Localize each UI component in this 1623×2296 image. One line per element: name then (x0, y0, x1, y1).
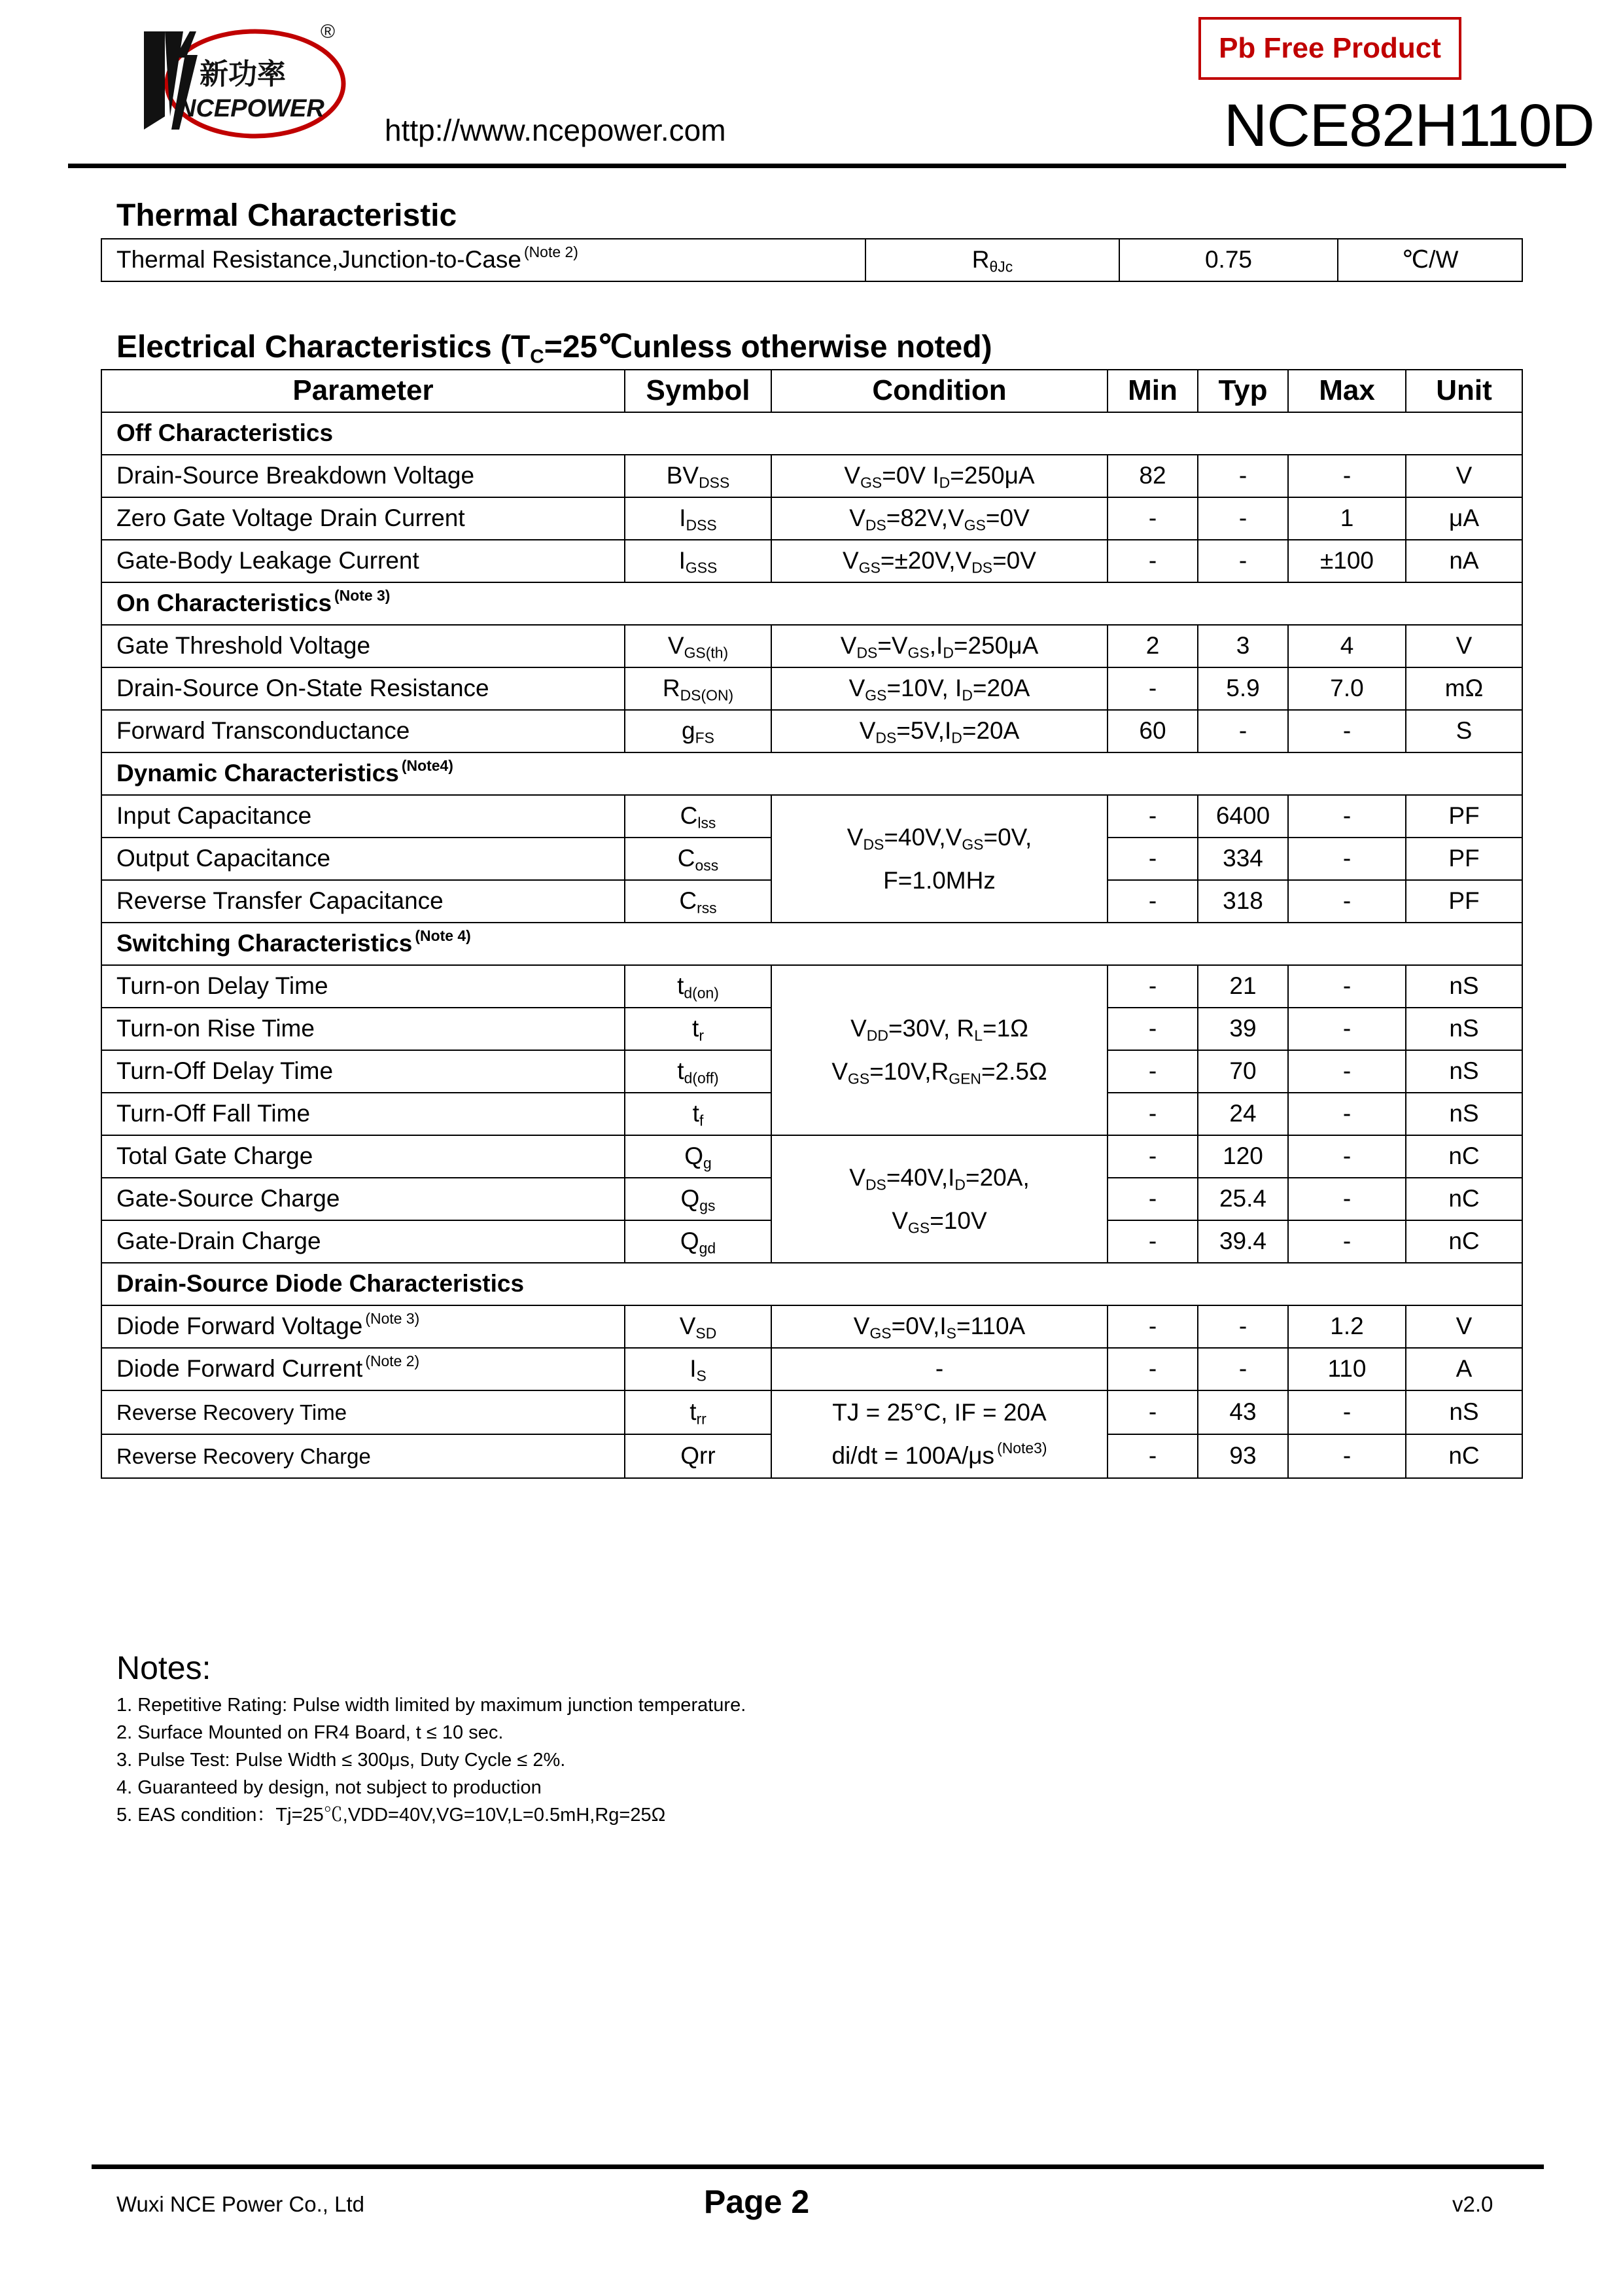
cell-param: Turn-Off Fall Time (101, 1093, 625, 1135)
cell-unit: V (1406, 1305, 1522, 1348)
cell-min: - (1108, 667, 1198, 710)
cell-condition: $V_{DS}=5V,I_D=20A$ (771, 710, 1108, 752)
note-item: 1. Repetitive Rating: Pulse width limited by maximum junction temperature. (116, 1695, 746, 1716)
cell-symbol: $t_f$ (625, 1093, 771, 1135)
cell-symbol: $Q_{gd}$ (625, 1220, 771, 1263)
cell-min: - (1108, 880, 1198, 923)
svg-text:新功率: 新功率 (200, 58, 286, 91)
cell-typ: 5.9 (1198, 667, 1288, 710)
cell-max: 4 (1288, 625, 1406, 667)
col-header: Min (1108, 370, 1198, 412)
cell-condition: $V_{DD}=30V$, $R_L=1\Omega$ $V_{GS}=10V,R_{GEN}=2.5\Omega$ (771, 965, 1108, 1135)
cell-max: - (1288, 795, 1406, 838)
cell-unit: nC (1406, 1135, 1522, 1178)
cell-min: - (1108, 1178, 1198, 1220)
cell-condition: $V_{DS}=40V,V_{GS}=0V$, F=1.0MHz (771, 795, 1108, 923)
cell-unit: mΩ (1406, 667, 1522, 710)
cell-condition: $V_{GS}=10V$, $I_D=20A$ (771, 667, 1108, 710)
cell-condition: TJ = 25°C, IF = 20A di/dt = 100A/μs $^{(Note3)}$ (771, 1390, 1108, 1478)
table-row (101, 1305, 1522, 1348)
cell-param: Gate-Drain Charge (101, 1220, 625, 1263)
thermal-title: Thermal Characteristic (116, 198, 457, 233)
cell-unit: nC (1406, 1178, 1522, 1220)
group-row (101, 923, 1522, 965)
cell-param: Gate Threshold Voltage (101, 625, 625, 667)
cell-max: - (1288, 710, 1406, 752)
cell-symbol: $C_{lss}$ (625, 795, 771, 838)
cell-min: - (1108, 1305, 1198, 1348)
pb-free-badge: Pb Free Product (1198, 17, 1461, 80)
cell-unit: A (1406, 1348, 1522, 1390)
col-header: Condition (771, 370, 1108, 412)
cell-max: - (1288, 455, 1406, 497)
cell-min: - (1108, 838, 1198, 880)
cell-min: 60 (1108, 710, 1198, 752)
cell-condition: $V_{GS}=\pm 20V,V_{DS}=0V$ (771, 540, 1108, 582)
table-row (101, 540, 1522, 582)
cell-symbol: $I_S$ (625, 1348, 771, 1390)
cell-min: - (1108, 795, 1198, 838)
cell-typ: 43 (1198, 1390, 1288, 1434)
cell-max: - (1288, 838, 1406, 880)
cell-symbol: $R_{DS(ON)}$ (625, 667, 771, 710)
note-item: 2. Surface Mounted on FR4 Board, t ≤ 10 sec. (116, 1722, 504, 1743)
notes-title: Notes: (116, 1650, 211, 1686)
cell-typ: 6400 (1198, 795, 1288, 838)
notes-list (116, 1691, 746, 1829)
cell-typ: - (1198, 540, 1288, 582)
cell-typ: 21 (1198, 965, 1288, 1008)
table-row (101, 1348, 1522, 1390)
note-item: 5. EAS condition：Tj=25℃,VDD=40V,VG=10V,L=0.5mH,Rg=25Ω (116, 1805, 666, 1826)
cell-typ: - (1198, 497, 1288, 540)
cell-typ: 120 (1198, 1135, 1288, 1178)
cell-min: - (1108, 1050, 1198, 1093)
page-number: Page 2 (704, 2183, 810, 2220)
cell-max: - (1288, 1220, 1406, 1263)
table-row (101, 1390, 1522, 1434)
cell-min: - (1108, 1390, 1198, 1434)
website-url[interactable]: http://www.ncepower.com (385, 113, 726, 147)
cell-max: 110 (1288, 1348, 1406, 1390)
cell-max: 1.2 (1288, 1305, 1406, 1348)
cell-unit: nS (1406, 1050, 1522, 1093)
cell-param: Output Capacitance (101, 838, 625, 880)
table-row (101, 625, 1522, 667)
cell-symbol: $I_{DSS}$ (625, 497, 771, 540)
cell-typ: 39.4 (1198, 1220, 1288, 1263)
note-item: 4. Guaranteed by design, not subject to production (116, 1777, 542, 1798)
table-header-row (101, 370, 1522, 412)
cell-typ: 25.4 (1198, 1178, 1288, 1220)
cell-typ: - (1198, 1348, 1288, 1390)
col-header: Parameter (101, 370, 625, 412)
cell-min: - (1108, 540, 1198, 582)
group-label: On Characteristics $^{(Note 3)}$ (101, 582, 1522, 625)
cell-max: - (1288, 1434, 1406, 1478)
col-header: Symbol (625, 370, 771, 412)
cell-symbol: $C_{rss}$ (625, 880, 771, 923)
svg-text:NCEPOWER: NCEPOWER (178, 95, 324, 122)
cell-min: - (1108, 1008, 1198, 1050)
cell-param: Drain-Source On-State Resistance (101, 667, 625, 710)
cell-min: 2 (1108, 625, 1198, 667)
cell-min: - (1108, 497, 1198, 540)
cell-symbol: $t_{d(off)}$ (625, 1050, 771, 1093)
cell-condition: $V_{GS}=0V$ $I_D=250\mu A$ (771, 455, 1108, 497)
svg-text:®: ® (321, 21, 336, 43)
cell-param: Diode Forward Voltage $^{(Note 3)}$ (101, 1305, 625, 1348)
cell-param: Turn-Off Delay Time (101, 1050, 625, 1093)
table-row (101, 710, 1522, 752)
cell-param: Turn-on Rise Time (101, 1008, 625, 1050)
cell-unit: nA (1406, 540, 1522, 582)
cell-param: Input Capacitance (101, 795, 625, 838)
cell-typ: 93 (1198, 1434, 1288, 1478)
cell-max: 1 (1288, 497, 1406, 540)
part-number: NCE82H110D (1223, 92, 1594, 159)
electrical-title: Electrical Characteristics ($T_C=25℃unless$ otherwise noted) (116, 330, 992, 368)
cell-unit: nS (1406, 1093, 1522, 1135)
cell-param: Total Gate Charge (101, 1135, 625, 1178)
table-row (101, 1135, 1522, 1178)
cell-min: - (1108, 1220, 1198, 1263)
electrical-table (101, 369, 1523, 1479)
cell-condition: - (771, 1348, 1108, 1390)
cell-unit: PF (1406, 838, 1522, 880)
cell-typ: - (1198, 455, 1288, 497)
cell-symbol: $g_{FS}$ (625, 710, 771, 752)
cell-condition: $V_{GS}=0V,I_S=110A$ (771, 1305, 1108, 1348)
header-rule (68, 164, 1566, 168)
cell-unit: nS (1406, 1390, 1522, 1434)
cell-max: - (1288, 1135, 1406, 1178)
cell-typ: 24 (1198, 1093, 1288, 1135)
cell-symbol: $Q_g$ (625, 1135, 771, 1178)
company-logo (124, 18, 353, 143)
cell-param: Zero Gate Voltage Drain Current (101, 497, 625, 540)
group-row (101, 1263, 1522, 1305)
cell-symbol: $t_{d(on)}$ (625, 965, 771, 1008)
group-label: Dynamic Characteristics $^{(Note4)}$ (101, 752, 1522, 795)
cell-unit: PF (1406, 795, 1522, 838)
cell-condition: $V_{DS}=40V,I_D=20A$, $V_{GS}=10V$ (771, 1135, 1108, 1263)
cell-max: - (1288, 1093, 1406, 1135)
footer-version: v2.0 (1452, 2192, 1493, 2216)
table-row (101, 497, 1522, 540)
table-row (101, 239, 1522, 281)
cell-min: 82 (1108, 455, 1198, 497)
cell-typ: - (1198, 1305, 1288, 1348)
cell-unit: nC (1406, 1220, 1522, 1263)
thermal-table (101, 238, 1523, 282)
group-label: Off Characteristics (101, 412, 1522, 455)
group-label: Switching Characteristics $^{(Note 4)}$ (101, 923, 1522, 965)
cell-param: Reverse Transfer Capacitance (101, 880, 625, 923)
table-row (101, 965, 1522, 1008)
cell-symbol: $V_{GS(th)}$ (625, 625, 771, 667)
group-row (101, 582, 1522, 625)
cell-symbol: $V_{SD}$ (625, 1305, 771, 1348)
cell-param: Diode Forward Current $^{(Note 2)}$ (101, 1348, 625, 1390)
footer-rule (92, 2164, 1544, 2169)
col-header: Unit (1406, 370, 1522, 412)
cell-typ: 70 (1198, 1050, 1288, 1093)
table-row (101, 455, 1522, 497)
cell-unit: nS (1406, 1008, 1522, 1050)
cell-param: Gate-Body Leakage Current (101, 540, 625, 582)
group-row (101, 412, 1522, 455)
cell-param: Turn-on Delay Time (101, 965, 625, 1008)
cell-min: - (1108, 1434, 1198, 1478)
cell-unit: nC (1406, 1434, 1522, 1478)
col-header: Max (1288, 370, 1406, 412)
cell-symbol: Qrr (625, 1434, 771, 1478)
cell-condition: $V_{DS}=V_{GS},I_D=250\mu A$ (771, 625, 1108, 667)
cell-param: Thermal Resistance,Junction-to-Case $^{(Note 2)}$ (101, 239, 865, 281)
cell-unit: μA (1406, 497, 1522, 540)
table-row (101, 667, 1522, 710)
cell-symbol: $C_{oss}$ (625, 838, 771, 880)
col-header: Typ (1198, 370, 1288, 412)
cell-symbol: $BV_{DSS}$ (625, 455, 771, 497)
cell-max: - (1288, 1008, 1406, 1050)
cell-typ: - (1198, 710, 1288, 752)
cell-unit: V (1406, 625, 1522, 667)
cell-max: ±100 (1288, 540, 1406, 582)
cell-min: - (1108, 1093, 1198, 1135)
note-item: 3. Pulse Test: Pulse Width ≤ 300μs, Duty Cycle ≤ 2%. (116, 1750, 566, 1771)
cell-typ: 39 (1198, 1008, 1288, 1050)
cell-param: Gate-Source Charge (101, 1178, 625, 1220)
cell-symbol: $R_{\theta Jc}$ (865, 239, 1119, 281)
cell-unit: S (1406, 710, 1522, 752)
cell-max: - (1288, 965, 1406, 1008)
cell-symbol: $I_{GSS}$ (625, 540, 771, 582)
cell-symbol: $Q_{gs}$ (625, 1178, 771, 1220)
cell-param: Drain-Source Breakdown Voltage (101, 455, 625, 497)
cell-symbol: $t_{rr}$ (625, 1390, 771, 1434)
footer-company: Wuxi NCE Power Co., Ltd (116, 2192, 365, 2216)
group-label: Drain-Source Diode Characteristics (101, 1263, 1522, 1305)
cell-unit: PF (1406, 880, 1522, 923)
cell-typ: 334 (1198, 838, 1288, 880)
cell-min: - (1108, 1135, 1198, 1178)
cell-typ: 3 (1198, 625, 1288, 667)
cell-min: - (1108, 1348, 1198, 1390)
group-row (101, 752, 1522, 795)
cell-max: - (1288, 1390, 1406, 1434)
cell-typ: 318 (1198, 880, 1288, 923)
cell-unit: V (1406, 455, 1522, 497)
cell-param: Reverse Recovery Charge (101, 1434, 625, 1478)
cell-unit: nS (1406, 965, 1522, 1008)
cell-max: - (1288, 880, 1406, 923)
table-row (101, 795, 1522, 838)
cell-max: 7.0 (1288, 667, 1406, 710)
cell-max: - (1288, 1050, 1406, 1093)
cell-value: 0.75 (1119, 239, 1338, 281)
cell-symbol: $t_r$ (625, 1008, 771, 1050)
cell-param: Reverse Recovery Time (101, 1390, 625, 1434)
cell-condition: $V_{DS}=82V,V_{GS}=0V$ (771, 497, 1108, 540)
cell-min: - (1108, 965, 1198, 1008)
cell-param: Forward Transconductance (101, 710, 625, 752)
cell-max: - (1288, 1178, 1406, 1220)
cell-unit: ℃/W (1338, 239, 1522, 281)
